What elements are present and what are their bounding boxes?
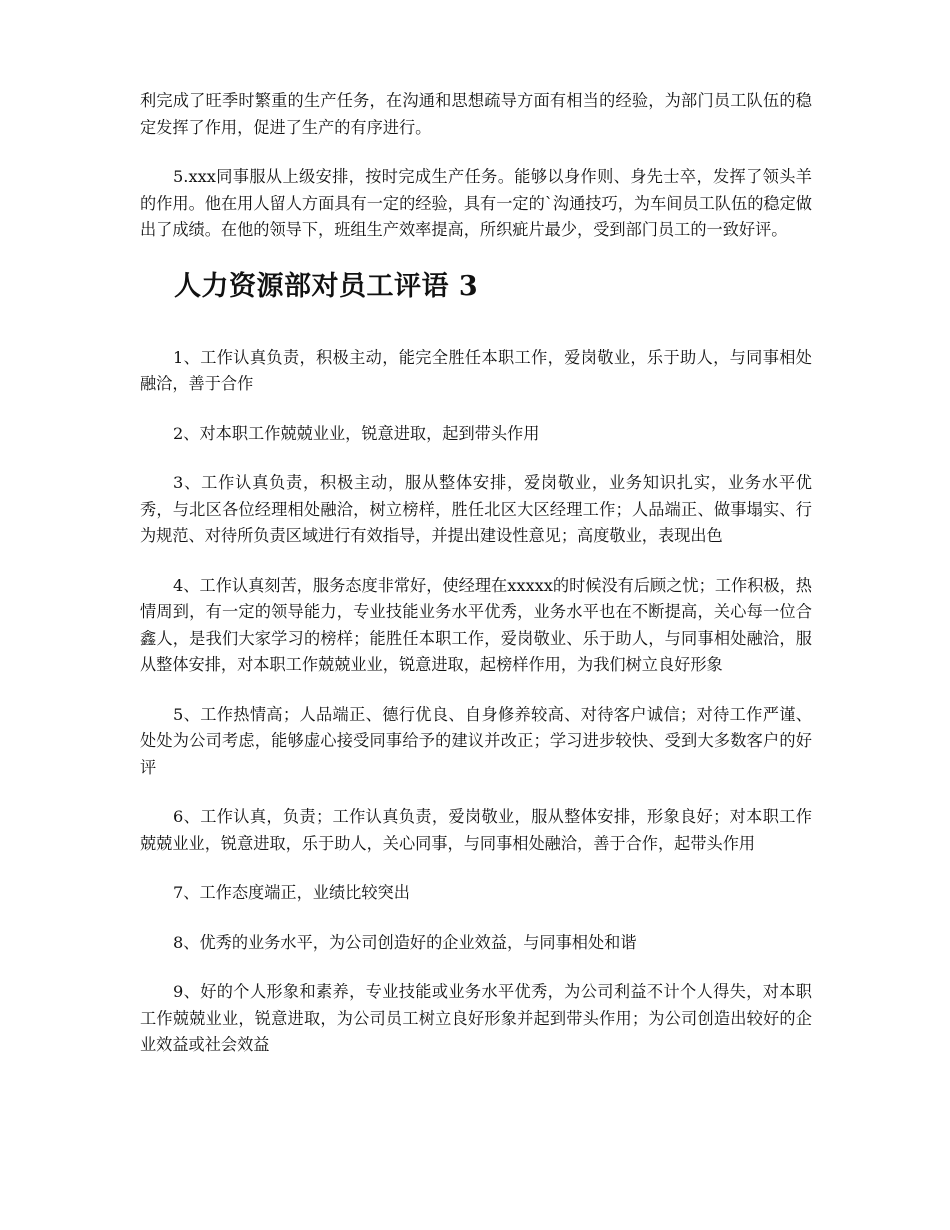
review-item-5: 5、工作热情高；人品端正、德行优良、自身修养较高、对待客户诚信；对待工作严谨、处处为公司考虑，能够虚心接受同事给予的建议并改正；学习进步较快、受到大多数客户的好评 <box>140 704 812 777</box>
review-item-9: 9、好的个人形象和素养，专业技能或业务水平优秀，为公司利益不计个人得失，对本职工作兢兢业业，锐意进取，为公司员工树立良好形象并起到带头作用；为公司创造出较好的企业效益或社会效益 <box>140 982 812 1054</box>
section-heading: 人力资源部对员工评语 3 <box>174 270 479 302</box>
paragraph-continued: 利完成了旺季时繁重的生产任务，在沟通和思想疏导方面有相当的经验，为部门员工队伍的稳定发挥了作用，促进了生产的有序进行。 <box>140 91 812 137</box>
review-item-4: 4、工作认真刻苦，服务态度非常好，使经理在xxxxx的时候没有后顾之忧；工作积极，热情周到，有一定的领导能力，专业技能业务水平优秀，业务水平也在不断提高，关心每一位合鑫人，是我们大家学习的榜样；能胜任本职工作，爱岗敬业、乐于助人，与同事相处融洽，服从整体安排，对本职工作兢兢业业，锐意进取，起榜样作用，为我们树立良好形象 <box>140 575 812 674</box>
document-page <box>140 88 812 1082</box>
review-item-6: 6、工作认真，负责；工作认真负责，爱岗敬业，服从整体安排，形象良好；对本职工作兢兢业业，锐意进取，乐于助人，关心同事，与同事相处融洽，善于合作，起带头作用 <box>140 807 812 853</box>
review-item-8: 8、优秀的业务水平，为公司创造好的企业效益，与同事相处和谐 <box>173 932 637 952</box>
section-heading-wrap <box>140 267 812 307</box>
paragraph-item-5: 5.xxx同事服从上级安排，按时完成生产任务。能够以身作则、身先士卒，发挥了领头羊的作用。他在用人留人方面具有一定的经验，具有一定的`沟通技巧，为车间员工队伍的稳定做出了成绩。在他的领导下，班组生产效率提高，所织疵片最少，受到部门员工的一致好评。 <box>140 167 812 239</box>
review-item-2: 2、对本职工作兢兢业业，锐意进取，起到带头作用 <box>173 423 540 443</box>
review-item-3: 3、工作认真负责，积极主动，服从整体安排，爱岗敬业，业务知识扎实，业务水平优秀，与北区各位经理相处融洽，树立榜样，胜任北区大区经理工作；人品端正、做事塌实、行为规范、对待所负责区域进行有效指导，并提出建设性意见；高度敬业，表现出色 <box>140 473 812 545</box>
review-item-7: 7、工作态度端正，业绩比较突出 <box>173 883 410 902</box>
review-item-1: 1、工作认真负责，积极主动，能完全胜任本职工作，爱岗敬业，乐于助人，与同事相处融洽，善于合作 <box>140 347 812 393</box>
